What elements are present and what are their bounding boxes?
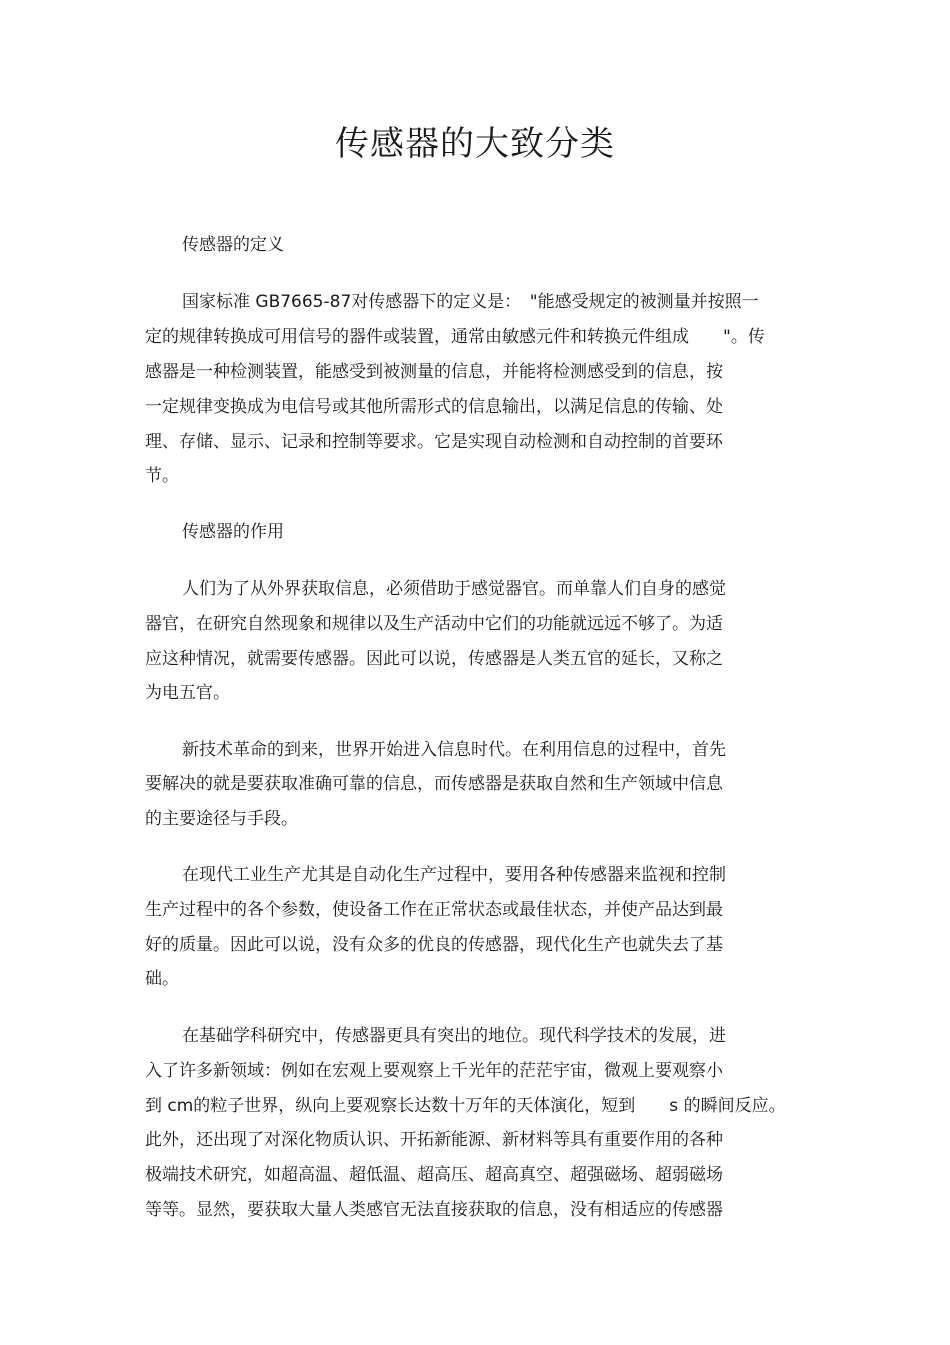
paragraph-line: 好的质量。因此可以说，没有众多的优良的传感器，现代化生产也就失去了基 [145,935,723,955]
paragraph-line: 在基础学科研究中，传感器更具有突出的地位。现代科学技术的发展，进 [182,1026,726,1046]
paragraph-line: 生产过程中的各个参数，使设备工作在正常状态或最佳状态，并使产品达到最 [145,900,723,920]
paragraph-line: 人们为了从外界获取信息，必须借助于感觉器官。而单靠人们自身的感觉 [182,579,726,599]
paragraph-line: 一定规律变换成为电信号或其他所需形式的信息输出，以满足信息的传输、处 [145,397,723,417]
paragraph-line: 入了许多新领域：例如在宏观上要观察上千光年的茫茫宇宙，微观上要观察小 [145,1061,723,1081]
paragraph-line: 新技术革命的到来，世界开始进入信息时代。在利用信息的过程中，首先 [182,740,726,760]
paragraph-line: 器官，在研究自然现象和规律以及生产活动中它们的功能就远远不够了。为适 [145,614,723,634]
section-heading-definition: 传感器的定义 [182,235,284,255]
paragraph-line: 定的规律转换成可用信号的器件或装置，通常由敏感元件和转换元件组成 "。传 [145,327,765,347]
paragraph-line: 感器是一种检测装置，能感受到被测量的信息，并能将检测感受到的信息，按 [145,362,723,382]
page-title: 传感器的大致分类 [335,124,615,164]
paragraph-line: 础。 [145,969,179,989]
paragraph-line: 要解决的就是要获取准确可靠的信息，而传感器是获取自然和生产领域中信息 [145,774,723,794]
paragraph-line: 节。 [145,466,179,486]
paragraph-line: 理、存储、显示、记录和控制等要求。它是实现自动检测和自动控制的首要环 [145,432,723,452]
paragraph-line: 等等。显然，要获取大量人类感官无法直接获取的信息，没有相适应的传感器 [145,1200,723,1220]
paragraph-line: 应这种情况，就需要传感器。因此可以说，传感器是人类五官的延长，又称之 [145,649,723,669]
paragraph-line: 到 cm的粒子世界，纵向上要观察长达数十万年的天体演化，短到 s 的瞬间反应。 [145,1096,786,1116]
paragraph-line: 的主要途径与手段。 [145,809,298,829]
paragraph-line: 为电五官。 [145,683,230,703]
paragraph-line: 国家标准 GB7665-87对传感器下的定义是： "能感受规定的被测量并按照一 [182,292,759,312]
section-heading-function: 传感器的作用 [182,522,284,542]
paragraph-line: 此外，还出现了对深化物质认识、开拓新能源、新材料等具有重要作用的各种 [145,1130,723,1150]
paragraph-line: 极端技术研究，如超高温、超低温、超高压、超高真空、超强磁场、超弱磁场 [145,1165,723,1185]
paragraph-line: 在现代工业生产尤其是自动化生产过程中，要用各种传感器来监视和控制 [182,865,726,885]
